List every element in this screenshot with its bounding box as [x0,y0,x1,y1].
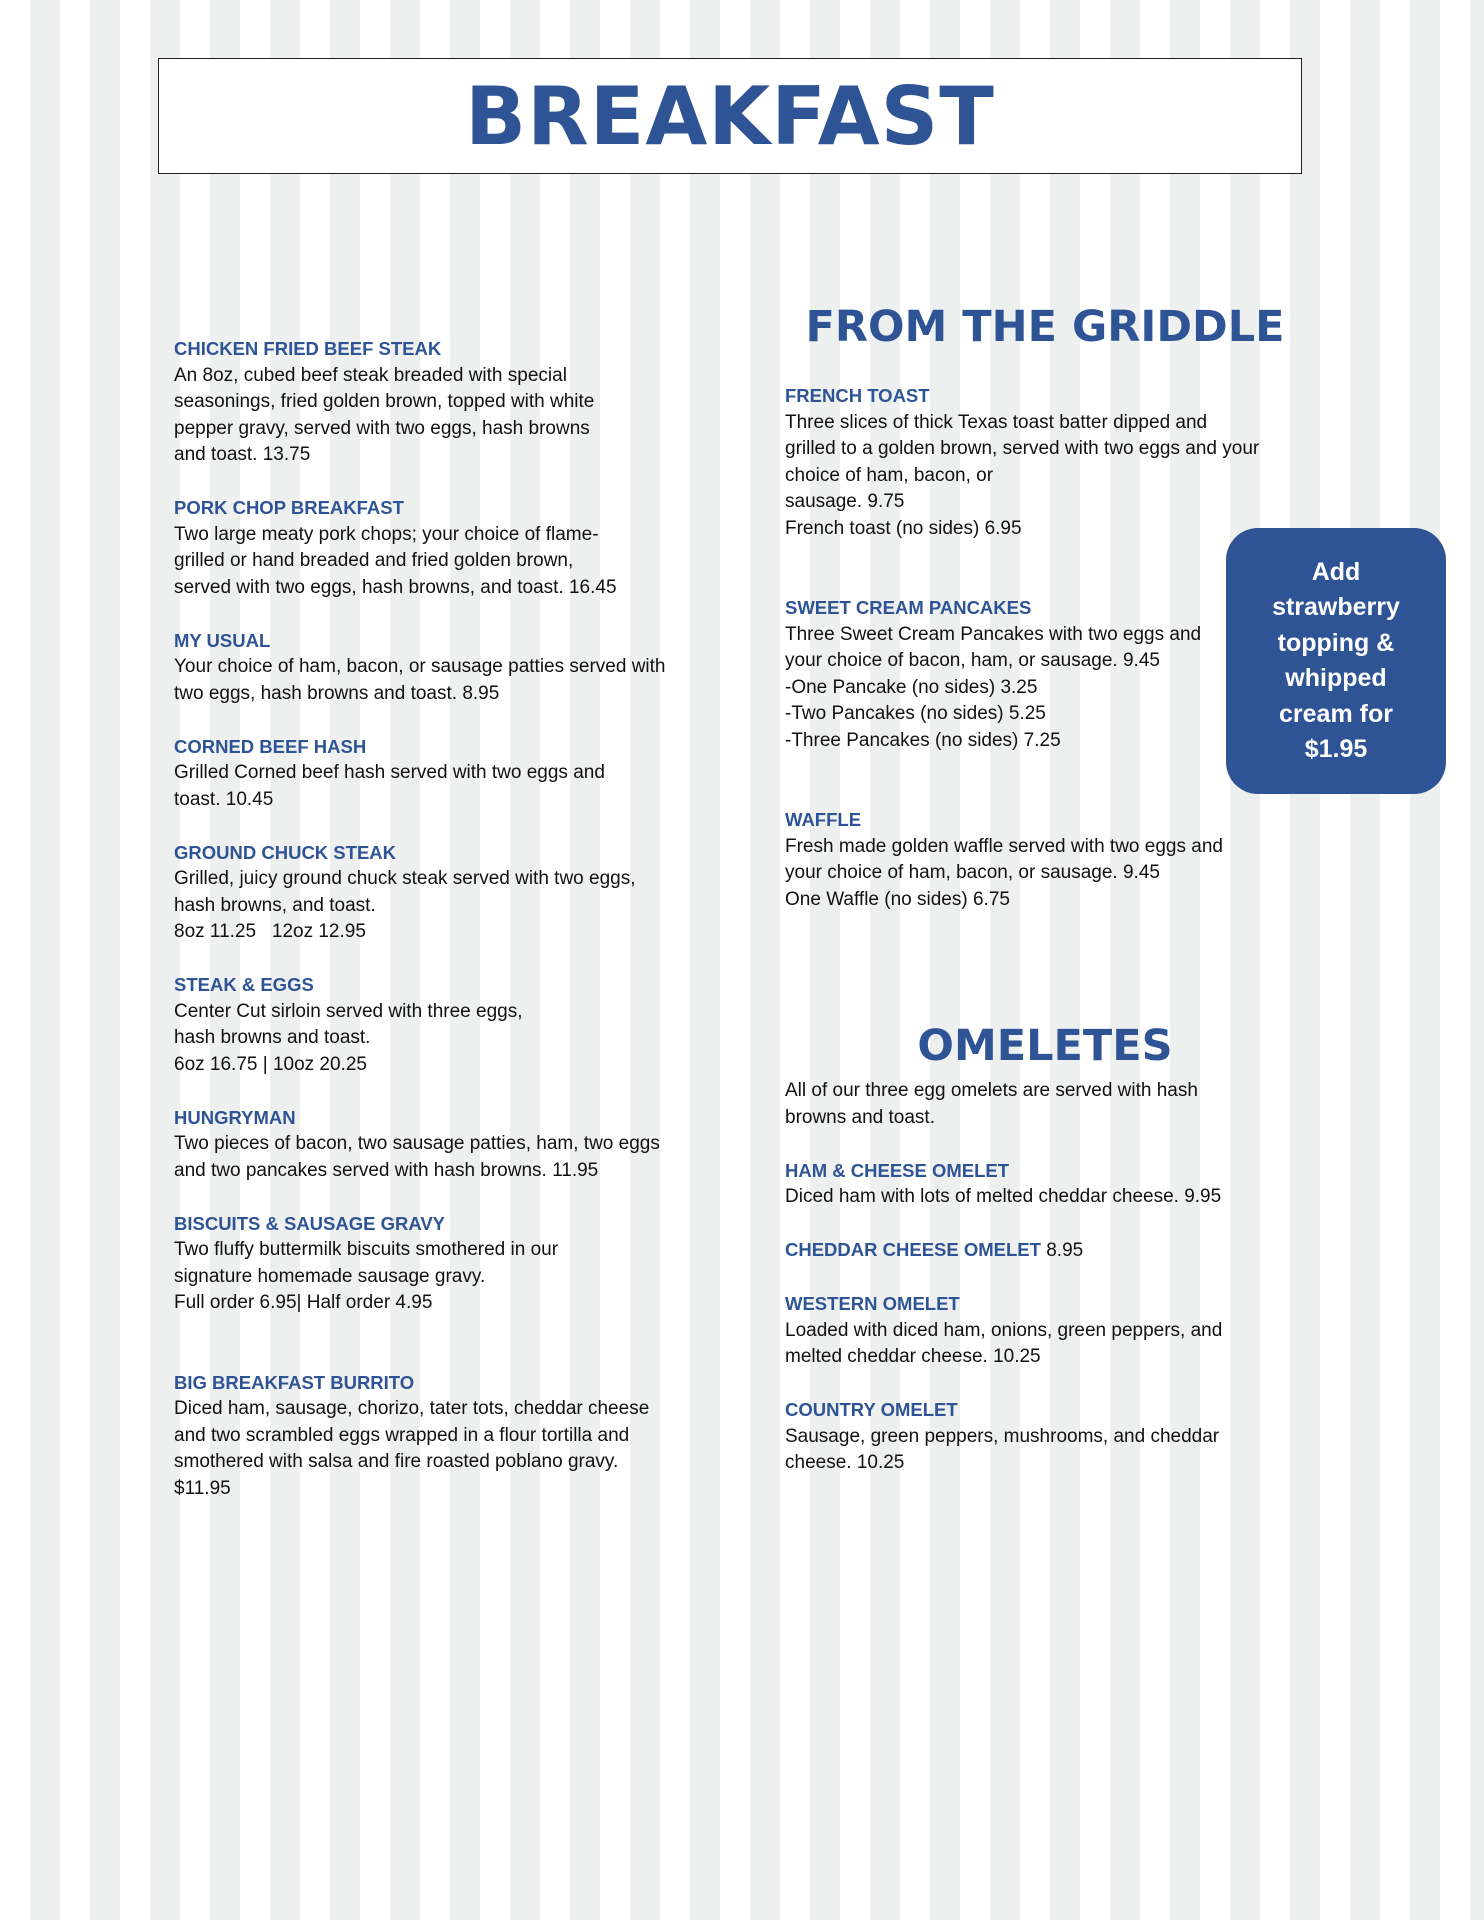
item-price: One Waffle (no sides) 6.75 [785,888,1010,910]
menu-item [174,1211,714,1317]
item-price: and toast. 13.75 [174,444,311,465]
section-heading-omeletes: OMELETES [917,1021,1173,1071]
item-description: Three Sweet Cream Pancakes with two eggs and [785,623,1202,645]
menu-item [174,1105,714,1185]
item-description: your choice of bacon, ham, or sausage. 9.45 [785,650,1160,671]
item-description: Three slices of thick Texas toast batter dipped and [785,411,1208,433]
item-description: grilled to a golden brown, served with two eggs and your [785,438,1260,459]
item-description: Sausage, green peppers, mushrooms, and cheddar [785,1425,1220,1447]
item-name: FRENCH TOAST [785,385,930,406]
item-name: MY USUAL [174,629,271,651]
item-description: Diced ham with lots of melted cheddar cheese. 9.95 [785,1186,1222,1207]
item-description: hash browns, and toast. [174,894,376,916]
item-description: Two fluffy buttermilk biscuits smothered in our [174,1239,559,1260]
item-description: Loaded with diced ham, onions, green peppers, and [785,1319,1223,1341]
menu-item [174,972,714,1078]
menu-item [785,1158,1305,1211]
item-description: grilled or hand breaded and fried golden brown, [174,550,574,571]
item-name: CORNED BEEF HASH [174,735,367,757]
menu-item [174,1370,714,1503]
menu-item [785,807,1305,913]
promo-text: topping & [1277,628,1395,657]
item-price: $11.95 [174,1477,231,1499]
menu-item [174,840,714,946]
item-description: An 8oz, cubed beef steak breaded with special [174,364,567,386]
intro-text: browns and toast. [785,1106,935,1128]
section-heading-griddle: FROM THE GRIDDLE [805,302,1285,352]
item-price: -One Pancake (no sides) 3.25 [785,676,1038,698]
promo-text: cream for [1279,699,1393,728]
item-name: PORK CHOP BREAKFAST [174,497,404,518]
item-name: HAM & CHEESE OMELET [785,1159,1010,1181]
menu-item [174,628,714,708]
section-intro [785,1078,1305,1131]
item-description: Center Cut sirloin served with three eggs, [174,1000,523,1022]
menu-item [785,1237,1305,1265]
item-name: WESTERN OMELET [785,1293,960,1314]
item-name: COUNTRY OMELET [785,1399,958,1420]
item-price: and two pancakes served with hash browns. 11.95 [174,1159,599,1181]
item-description: and two scrambled eggs wrapped in a flour tortilla and [174,1424,630,1446]
item-description: Two large meaty pork chops; your choice of flame- [174,523,599,545]
item-description: your choice of ham, bacon, or sausage. 9.45 [785,862,1160,883]
item-name: BIG BREAKFAST BURRITO [174,1371,415,1393]
item-name: BISCUITS & SAUSAGE GRAVY [174,1212,446,1234]
item-price: Full order 6.95| Half order 4.95 [174,1292,433,1313]
item-name: CHEDDAR CHEESE OMELET [785,1239,1041,1260]
item-price: 6oz 16.75 | 10oz 20.25 [174,1053,367,1075]
item-price: French toast (no sides) 6.95 [785,517,1022,539]
griddle-column [785,302,1305,1503]
item-description: smothered with salsa and fire roasted poblano gravy. [174,1451,619,1472]
item-description: pepper gravy, served with two eggs, hash browns [174,417,590,439]
menu-item [785,1291,1305,1371]
item-description: hash browns and toast. [174,1027,371,1048]
promo-price: $1.95 [1304,735,1368,763]
item-price: sausage. 9.75 [785,491,905,512]
menu-item [785,1397,1305,1477]
promo-badge [1226,528,1446,794]
item-price: 8oz 11.25 12oz 12.95 [174,921,366,942]
item-description: Grilled Corned beef hash served with two eggs and [174,762,605,783]
item-description: Diced ham, sausage, chorizo, tater tots, cheddar cheese [174,1398,650,1419]
breakfast-column [174,336,714,1529]
item-name: CHICKEN FRIED BEEF STEAK [174,338,442,359]
item-name: HUNGRYMAN [174,1106,296,1128]
item-name: SWEET CREAM PANCAKES [785,597,1032,618]
item-name: GROUND CHUCK STEAK [174,841,396,863]
item-price: two eggs, hash browns and toast. 8.95 [174,682,500,704]
menu-item [174,336,714,469]
item-price: toast. 10.45 [174,788,274,810]
item-description: Two pieces of bacon, two sausage patties, ham, two eggs [174,1133,660,1154]
item-price: melted cheddar cheese. 10.25 [785,1346,1041,1367]
item-price: -Three Pancakes (no sides) 7.25 [785,729,1061,751]
item-name: WAFFLE [785,809,862,830]
item-price: cheese. 10.25 [785,1452,905,1473]
page-title: BREAKFAST [465,69,995,163]
promo-text: Add [1311,557,1361,586]
item-description: seasonings, fried golden brown, topped with white [174,391,595,412]
item-description: choice of ham, bacon, or [785,464,994,486]
menu-item [174,495,714,601]
title-box [158,58,1302,174]
item-description: Grilled, juicy ground chuck steak served with two eggs, [174,868,636,889]
promo-text: whipped [1285,664,1387,692]
item-description: Fresh made golden waffle served with two eggs and [785,835,1223,857]
item-name: STEAK & EGGS [174,974,314,995]
item-description: signature homemade sausage gravy. [174,1265,486,1287]
item-price: -Two Pancakes (no sides) 5.25 [785,703,1046,724]
item-price: 8.95 [1040,1240,1084,1261]
item-price: served with two eggs, hash browns, and toast. 16.45 [174,576,617,598]
intro-text: All of our three egg omelets are served with hash [785,1080,1198,1101]
item-description: Your choice of ham, bacon, or sausage patties served with [174,656,666,677]
promo-text: strawberry [1272,593,1400,621]
menu-item [785,383,1305,542]
menu-item [174,734,714,814]
